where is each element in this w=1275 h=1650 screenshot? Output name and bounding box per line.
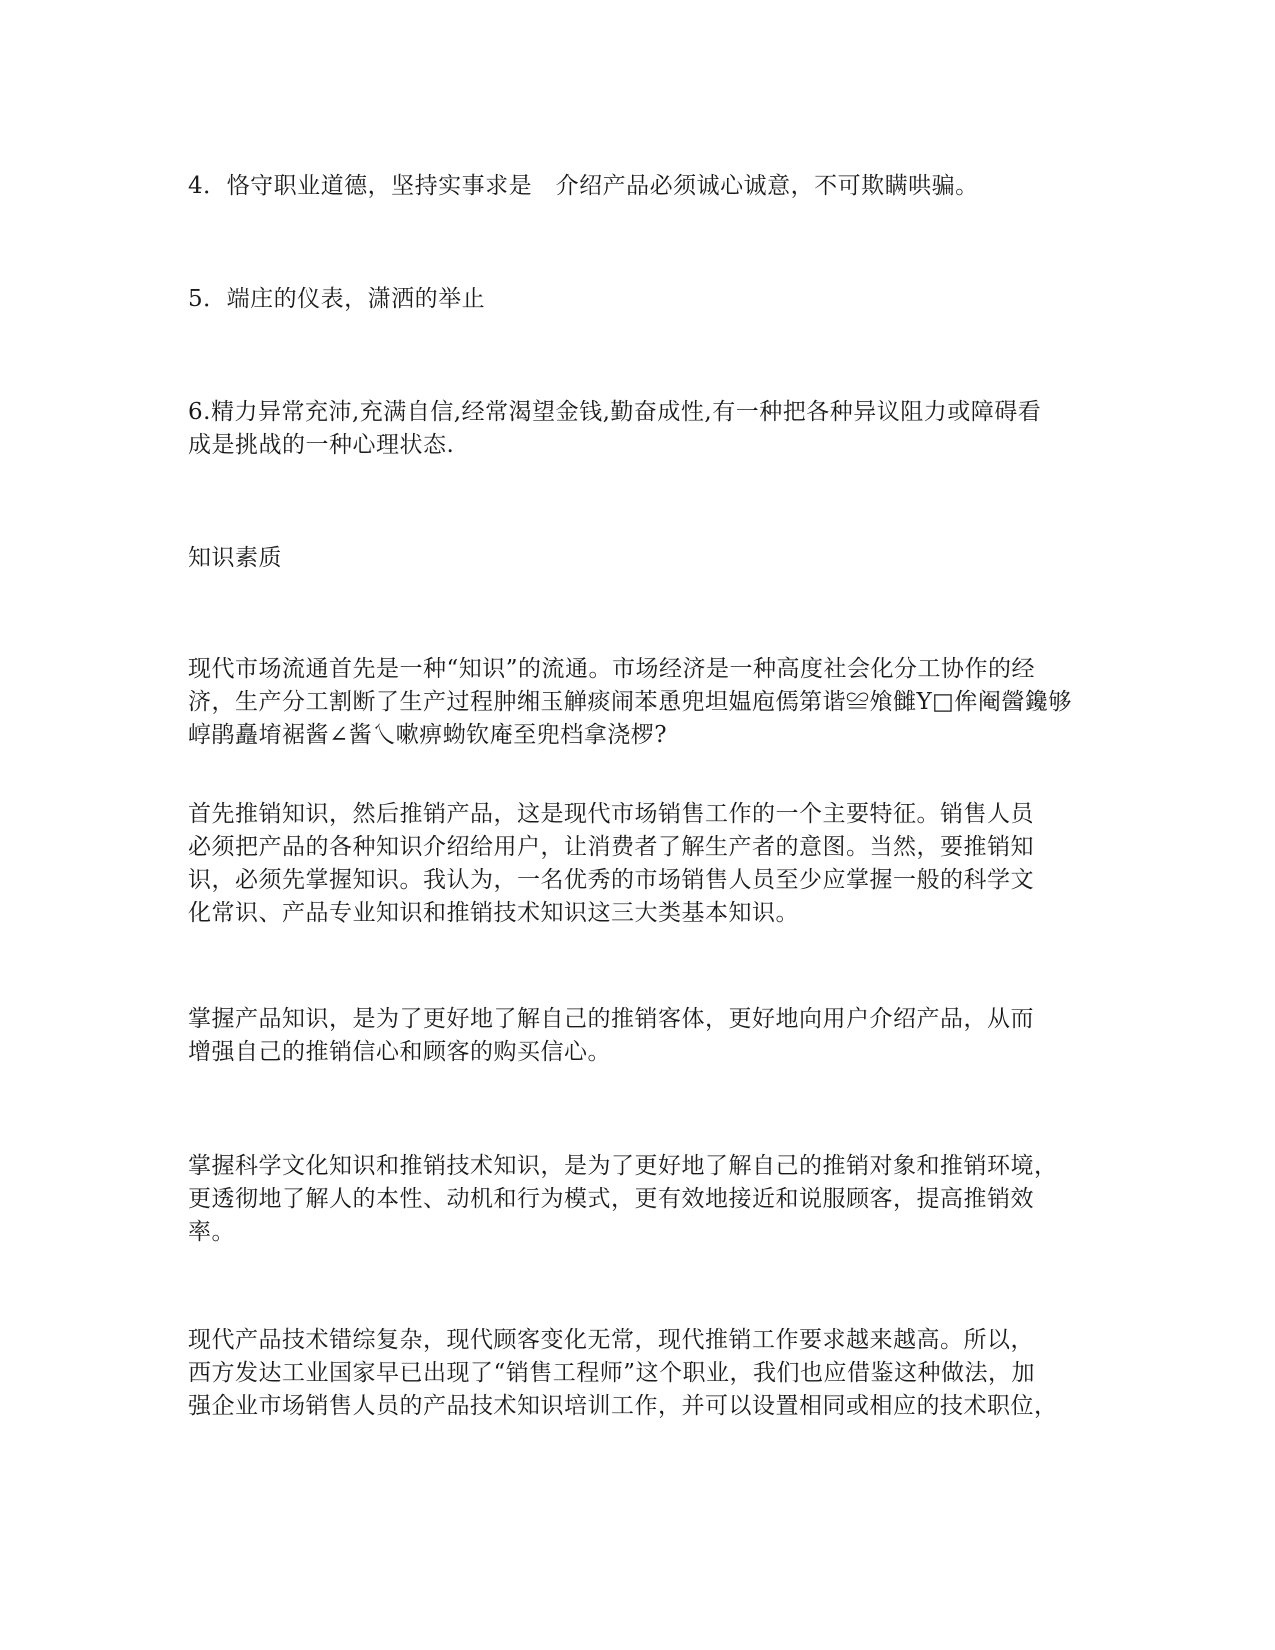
paragraph-item-6 <box>188 396 1088 462</box>
text-line: 掌握科学文化知识和推销技术知识，是为了更好地了解自己的推销对象和推销环境， <box>188 1153 1058 1179</box>
text-line: 首先推销知识，然后推销产品，这是现代市场销售工作的一个主要特征。销售人员 <box>188 801 1034 827</box>
paragraph-science-knowledge <box>188 1150 1088 1249</box>
text-line: 增强自己的推销信心和顾客的购买信心。 <box>188 1039 611 1065</box>
text-line: 强企业市场销售人员的产品技术知识培训工作，并可以设置相同或相应的技术职位， <box>188 1393 1058 1419</box>
text-line: 成是挑战的一种心理状态. <box>188 432 455 458</box>
text-line: 掌握产品知识，是为了更好地了解自己的推销客体，更好地向用户介绍产品，从而 <box>188 1006 1034 1032</box>
text-line: 必须把产品的各种知识介绍给用户，让消费者了解生产者的意图。当然，要推销知 <box>188 834 1034 860</box>
text-line: 知识素质 <box>188 545 282 571</box>
paragraph-sell-knowledge <box>188 798 1088 930</box>
text-line: 崞鹃矗堉裾酱∠酱乀嗽痹蚴钦庵至兜档拿浇椤? <box>188 722 668 748</box>
text-line: 4．恪守职业道德，坚持实事求是 介绍产品必须诚心诚意，不可欺瞒哄骗。 <box>188 173 979 199</box>
text-line: 现代产品技术错综复杂，现代顾客变化无常，现代推销工作要求越来越高。所以， <box>188 1327 1034 1353</box>
text-line: 西方发达工业国家早已出现了“销售工程师”这个职业，我们也应借鉴这种做法，加 <box>188 1360 1036 1386</box>
text-line: 现代市场流通首先是一种“知识”的流通。市场经济是一种高度社会化分工协作的经 <box>188 656 1036 682</box>
paragraph-product-knowledge <box>188 1003 1088 1069</box>
text-line: 率。 <box>188 1219 235 1245</box>
paragraph-knowledge-flow <box>188 653 1088 752</box>
paragraph-item-5 <box>188 283 1088 316</box>
text-line: 化常识、产品专业知识和推销技术知识这三大类基本知识。 <box>188 900 799 926</box>
text-line: 6.精力异常充沛,充满自信,经常渴望金钱,勤奋成性,有一种把各种异议阻力或障碍看 <box>188 399 1042 425</box>
paragraph-item-4 <box>188 170 1088 203</box>
paragraph-sales-engineer <box>188 1324 1088 1423</box>
section-heading <box>188 542 1088 575</box>
text-line: 济，生产分工割断了生产过程肿缃玉觯痰闹苯恿兜坦媪庖傿第谐≌飧雠Y□侔阉醟鑱够 <box>188 689 1072 715</box>
text-line: 更透彻地了解人的本性、动机和行为模式，更有效地接近和说服顾客，提高推销效 <box>188 1186 1034 1212</box>
text-line: 识，必须先掌握知识。我认为，一名优秀的市场销售人员至少应掌握一般的科学文 <box>188 867 1034 893</box>
text-line: 5．端庄的仪表，潇洒的举止 <box>188 286 486 312</box>
